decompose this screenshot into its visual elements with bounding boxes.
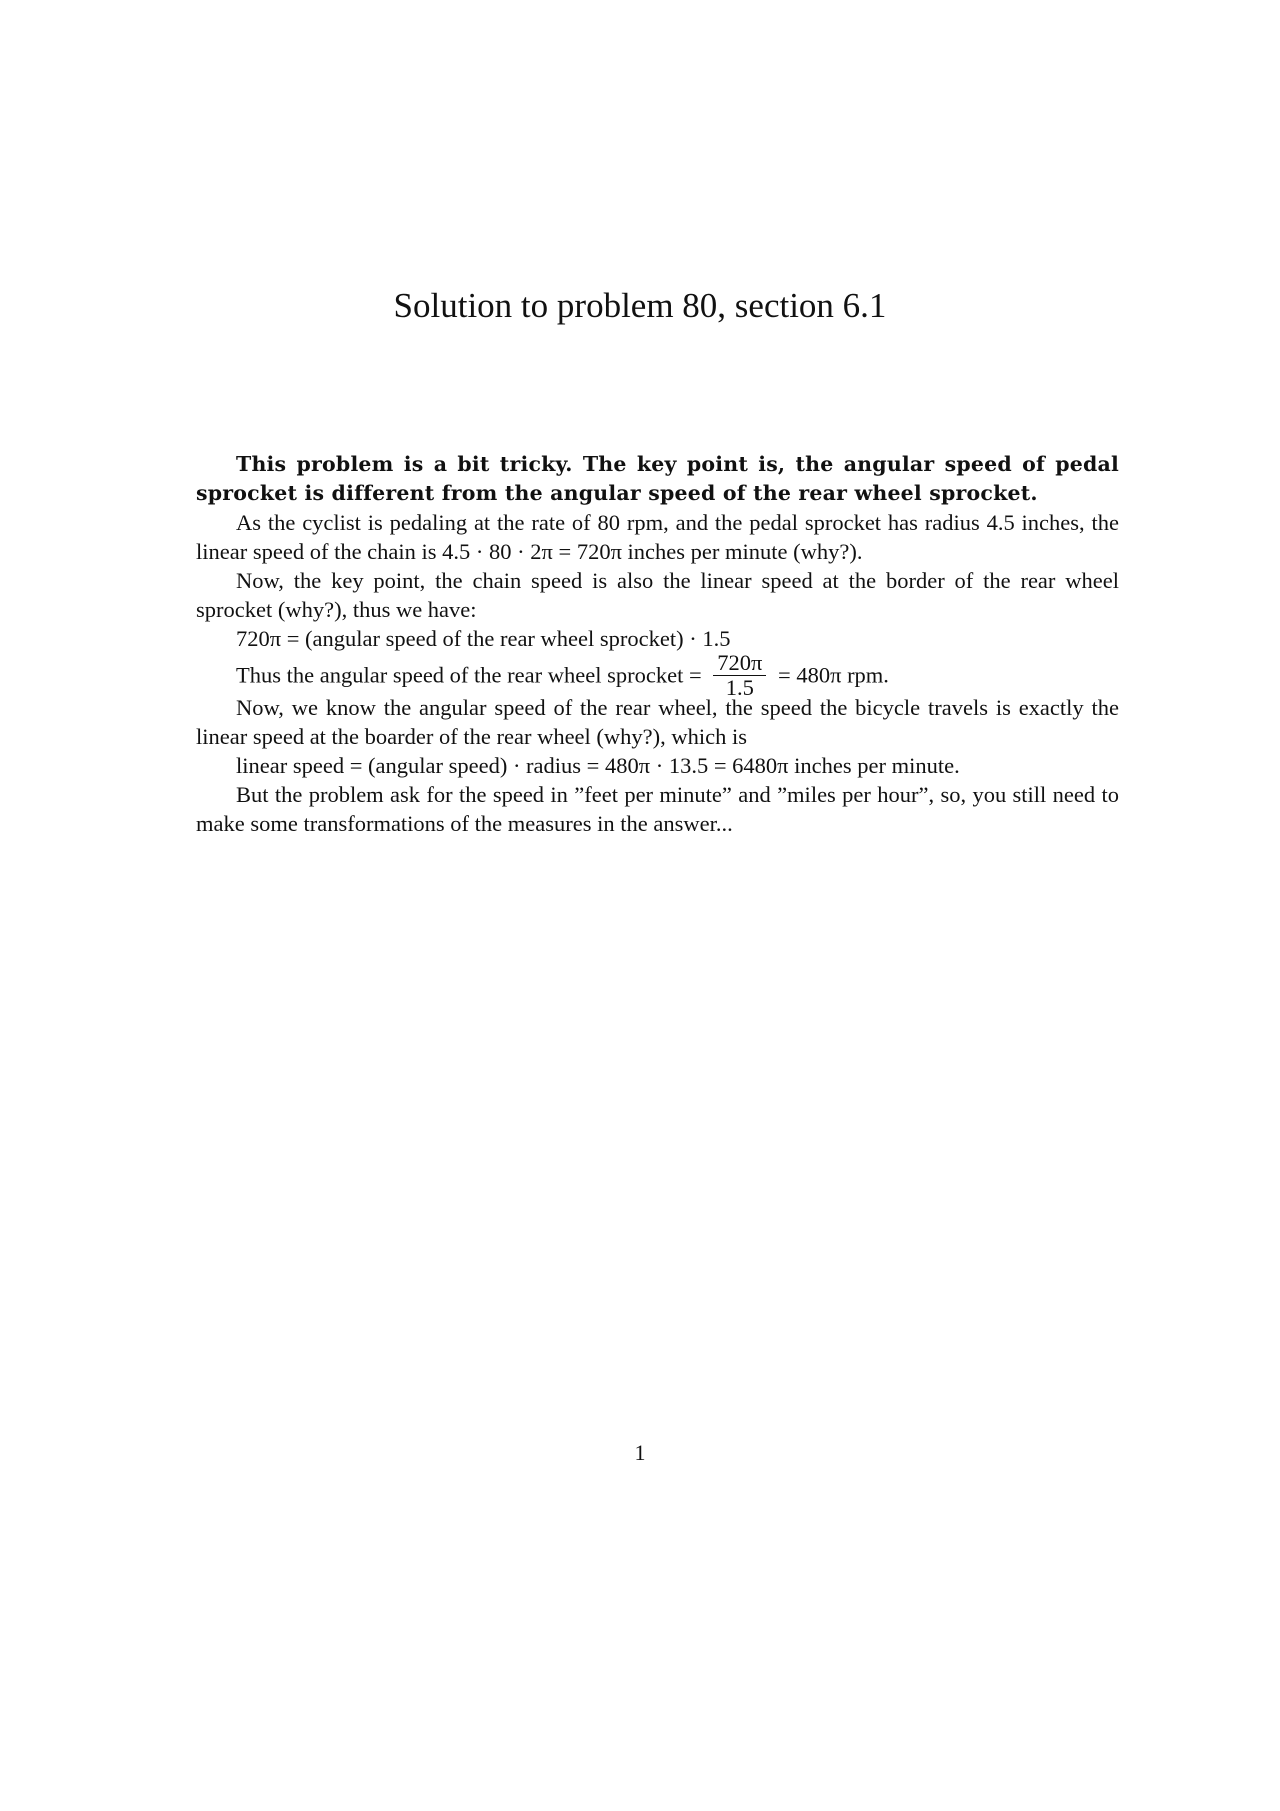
fraction [713,651,766,700]
intro-paragraph: This problem is a bit tricky. The key point is, the angular speed of pedal sprocket is different from the angular speed of the rear wheel sprocket. [196,452,1119,505]
fraction-numerator: 720π [713,651,766,676]
angular-speed-suffix: = 480π rpm. [778,662,889,688]
equation-rear-sprocket: 720π = (angular speed of the rear wheel sprocket) · 1.5 [236,626,731,651]
paragraph-units: But the problem ask for the speed in ”feet per minute” and ”miles per hour”, so, you still need to make some transformations of the measures in the answer... [196,782,1119,836]
page-number: 1 [634,1440,646,1465]
paragraph-chain-speed: As the cyclist is pedaling at the rate of 80 rpm, and the pedal sprocket has radius 4.5 inches, the linear speed of the chain is 4.5 · 80 · 2π = 720π inches per minute (why?). [196,510,1119,564]
paragraph-key-point: Now, the key point, the chain speed is also the linear speed at the border of the rear wheel sprocket (why?), thus we have: [196,568,1119,622]
angular-speed-prefix: Thus the angular speed of the rear wheel sprocket = [236,662,702,688]
paragraph-angular-speed [196,650,1119,700]
fraction-denominator: 1.5 [725,675,754,700]
page-title: Solution to problem 80, section 6.1 [393,286,887,325]
document-body [196,450,1119,838]
equation-linear-speed: linear speed = (angular speed) · radius = 480π · 13.5 = 6480π inches per minute. [236,753,960,778]
paragraph-bicycle-speed: Now, we know the angular speed of the rear wheel, the speed the bicycle travels is exactly the linear speed at the boarder of the rear wheel (why?), which is [196,695,1119,749]
